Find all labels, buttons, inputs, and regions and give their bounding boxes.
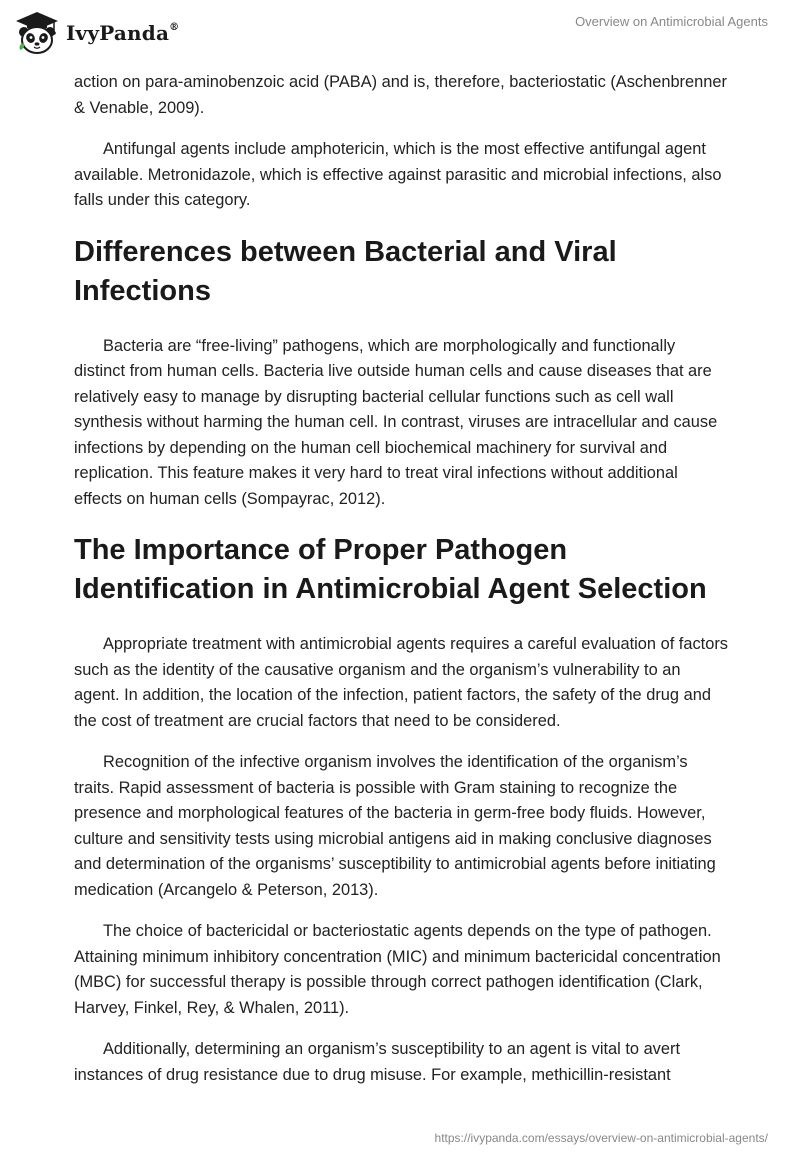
paragraph: Antifungal agents include amphotericin, which is the most effective antifungal agent available. Metronidazole, which is effective against parasitic and microbial infections, also falls under this category. [74,140,722,209]
page-header [0,0,800,64]
essay-content [74,70,728,1104]
paragraph: Bacteria are “free-living” pathogens, which are morphologically and functionally distinct from human cells. Bacteria live outside human cells and cause diseases that are relatively easy to manage by disrupting bacterial cellular functions such as cell wall synthesis without harming the human cell. In contrast, viruses are intracellular and cause infections by depending on the human cell biochemical machinery for survival and replication. This feature makes it very hard to treat viral infections without additional effects on human cells (Sompayrac, 2012). [74,336,718,508]
panda-graduate-icon [14,10,60,56]
section-heading: The Importance of Proper Pathogen Identification in Antimicrobial Agent Selection [74,534,707,605]
document-title: Overview on Antimicrobial Agents [575,14,768,29]
paragraph: action on para-aminobenzoic acid (PABA) and is, therefore, bacteriostatic (Aschenbrenner & Venable, 2009). [74,73,727,117]
ivypanda-logo[interactable] [14,10,179,56]
paragraph: The choice of bactericidal or bacteriostatic agents depends on the type of pathogen. Attaining minimum inhibitory concentration (MIC) and minimum bactericidal concentration (MBC) for successful therapy is possible through correct pathogen identification (Clark, Harvey, Finkel, Rey, & Whalen, 2011). [74,922,721,1017]
registered-mark: ® [169,22,180,34]
paragraph: Additionally, determining an organism’s susceptibility to an agent is vital to avert instances of drug resistance due to drug misuse. For example, methicillin-resistant [74,1040,681,1084]
section-heading: Differences between Bacterial and Viral Infections [74,235,617,307]
paragraph: Recognition of the infective organism involves the identification of the organism’s traits. Rapid assessment of bacteria is possible with Gram staining to recognize the presence and morphological features of the bacteria in germ-free body fluids. However, culture and sensitivity tests using microbial antigens aid in making conclusive diagnoses and determination of the organisms’ susceptibility to antimicrobial agents before initiating medication (Arcangelo & Peterson, 2013). [74,753,716,899]
source-url[interactable]: https://ivypanda.com/essays/overview-on-antimicrobial-agents/ [434,1131,768,1145]
brand-name: IvyPanda® [66,21,180,45]
paragraph: Appropriate treatment with antimicrobial agents requires a careful evaluation of factors such as the identity of the causative organism and the organism’s vulnerability to an agent. In addition, the location of the infection, patient factors, the safety of the drug and the cost of treatment are crucial factors that need to be considered. [74,635,728,730]
